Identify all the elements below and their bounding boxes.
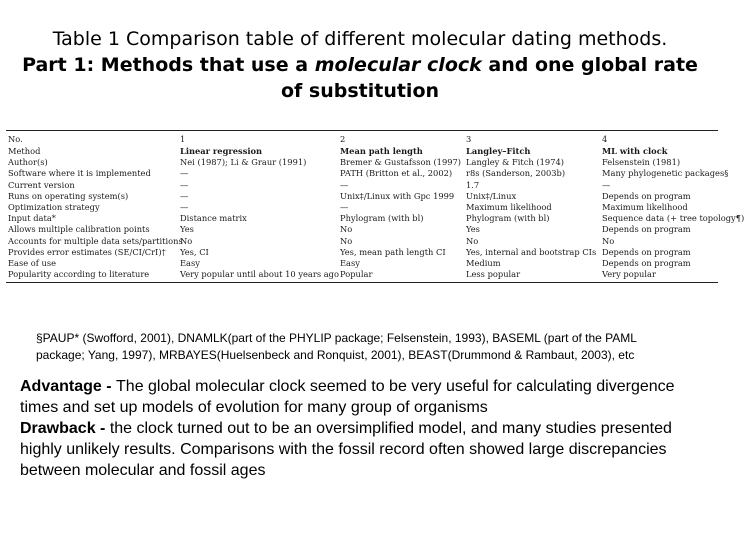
table-cell: —	[180, 202, 189, 213]
table-cell: —	[340, 179, 349, 190]
slide-title	[20, 26, 700, 104]
row-label: Current version	[8, 179, 75, 190]
title-line-1: Table 1 Comparison table of different molecular dating methods.	[52, 28, 668, 50]
table-cell: Medium	[466, 258, 501, 269]
table-cell: —	[180, 190, 189, 201]
table-row	[6, 202, 718, 213]
table-cell: Phylogram (with bl)	[466, 213, 550, 224]
table-row	[6, 168, 718, 179]
comparison-table-container	[6, 130, 744, 283]
table-header-cell: 2	[340, 134, 346, 145]
table-cell: Yes, internal and bootstrap CIs	[466, 246, 597, 257]
row-label: Ease of use	[8, 258, 57, 269]
table-cell: Less popular	[466, 269, 521, 280]
table-header-cell: 1	[180, 134, 186, 145]
table-cell: —	[602, 179, 611, 190]
table-header-cell: 4	[602, 134, 608, 145]
table-cell: Distance matrix	[180, 213, 247, 224]
title-line-2-emphasis: molecular clock	[314, 54, 482, 76]
drawback-paragraph	[20, 418, 710, 481]
row-label: Method	[8, 146, 41, 156]
table-cell: No	[340, 224, 353, 235]
table-row	[6, 157, 718, 168]
row-label: Software where it is implemented	[8, 168, 151, 179]
footnote: §PAUP* (Swofford, 2001), DNAMLK(part of the PHYLIP package; Felsenstein, 1993), BASEML (part of the PAML package; Yang, 1997), MRBAYES(Huelsenbeck and Ronquist, 2001), BEAST(Drummond & Rambaut, 2003), etc	[36, 331, 637, 362]
title-line-2-post: and one global rate of substitution	[280, 54, 698, 102]
table-cell: Phylogram (with bl)	[340, 213, 424, 224]
table-cell: Depends on program	[602, 224, 691, 235]
table-cell: Linear regression	[180, 146, 263, 156]
advantage-text: The global molecular clock seemed to be very useful for calculating divergence times and set up models of evolution for many group of organisms	[20, 378, 675, 416]
table-cell: No	[602, 235, 615, 246]
row-label: Allows multiple calibration points	[8, 224, 150, 235]
table-row	[6, 236, 718, 247]
row-label: Popularity according to literature	[8, 269, 150, 280]
table-cell: Popular	[340, 269, 373, 280]
advantage-label: Advantage -	[20, 378, 117, 395]
table-cell: Depends on program	[602, 190, 691, 201]
table-row	[6, 269, 718, 280]
table-cell: Nei (1987); Li & Graur (1991)	[180, 157, 307, 168]
table-cell: Depends on program	[602, 246, 691, 257]
table-row	[6, 224, 718, 235]
table-cell: 1.7	[466, 179, 480, 190]
table-cell: —	[340, 202, 349, 213]
table-cell: Yes, CI	[180, 246, 209, 257]
table-cell: ML with clock	[602, 146, 668, 156]
table-cell: Easy	[180, 258, 200, 269]
table-cell: Unix‡/Linux with Gpc 1999	[340, 190, 455, 201]
row-label: Runs on operating system(s)	[8, 190, 129, 201]
table-cell: Langley & Fitch (1974)	[466, 157, 564, 168]
table-cell: —	[180, 168, 189, 179]
table-header-row	[6, 134, 718, 146]
table-cell: r8s (Sanderson, 2003b)	[466, 168, 566, 179]
comparison-table	[6, 134, 744, 280]
row-label: Optimization strategy	[8, 202, 100, 213]
table-cell: Sequence data (+ tree topology¶)	[602, 213, 744, 224]
row-label: Accounts for multiple data sets/partitions	[8, 235, 183, 246]
table-row	[6, 180, 718, 191]
table-cell: No	[340, 235, 353, 246]
title-line-2	[20, 52, 700, 104]
table-cell: PATH (Britton et al., 2002)	[340, 168, 453, 179]
advantage-paragraph	[20, 376, 710, 418]
table-row	[6, 247, 718, 258]
table-cell: Langley–Fitch	[466, 146, 531, 156]
table-cell: Felsenstein (1981)	[602, 157, 681, 168]
table-cell: Easy	[340, 258, 360, 269]
table-header-cell: 3	[466, 134, 472, 145]
row-label: Provides error estimates (SE/CI/CrI)†	[8, 246, 166, 257]
table-row	[6, 146, 718, 157]
table-cell: Yes	[180, 224, 194, 235]
table-header-cell: No.	[8, 134, 23, 145]
table-cell: —	[180, 179, 189, 190]
table-cell: Maximum likelihood	[602, 202, 688, 213]
row-label: Author(s)	[8, 157, 48, 168]
row-label: Input data*	[8, 213, 56, 224]
table-cell: No	[466, 235, 479, 246]
table-cell: Mean path length	[340, 146, 423, 156]
table-row	[6, 213, 718, 224]
table-cell: Maximum likelihood	[466, 202, 552, 213]
table-cell: Bremer & Gustafsson (1997)	[340, 157, 462, 168]
table-cell: Very popular until about 10 years ago	[180, 269, 339, 280]
table-cell: Very popular	[602, 269, 656, 280]
table-cell: Unix‡/Linux	[466, 190, 517, 201]
table-cell: Yes, mean path length CI	[340, 246, 446, 257]
table-cell: Depends on program	[602, 258, 691, 269]
drawback-text: the clock turned out to be an oversimplified model, and many studies presented highly unlikely results. Comparisons with the fossil record often showed large discrepancies between molecular and fossil ages	[20, 420, 672, 479]
table-cell: No	[180, 235, 193, 246]
body-text	[20, 376, 710, 481]
table-row	[6, 191, 718, 202]
table-row	[6, 258, 718, 269]
title-line-2-pre: Part 1: Methods that use a	[22, 54, 315, 76]
drawback-label: Drawback -	[20, 420, 110, 437]
table-cell: Many phylogenetic packages§	[602, 168, 729, 179]
table-cell: Yes	[466, 224, 480, 235]
